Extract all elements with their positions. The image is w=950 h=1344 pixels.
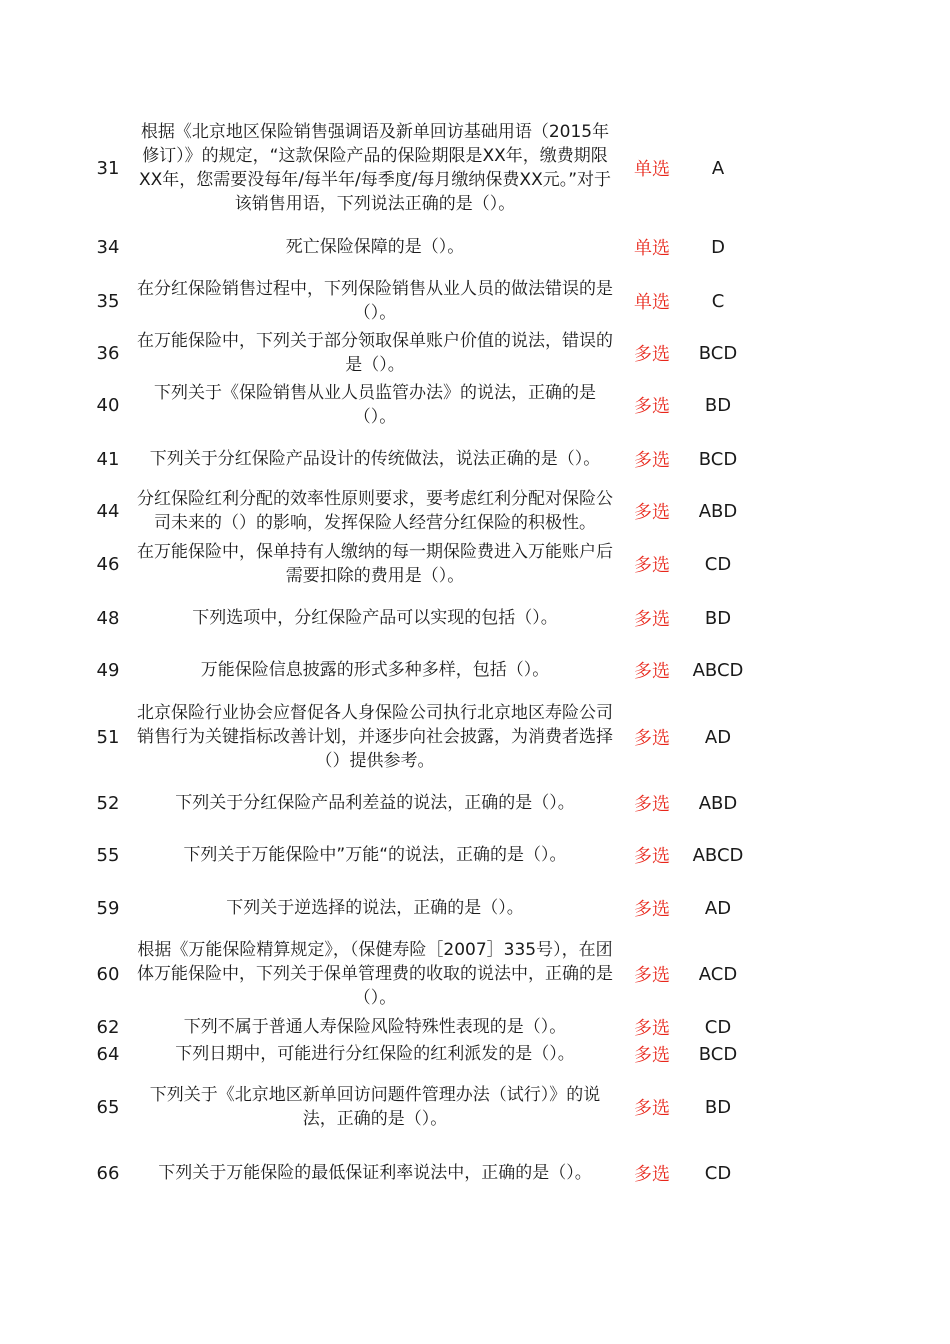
question-text: 下列日期中，可能进行分红保险的红利派发的是（）。 bbox=[175, 1044, 575, 1064]
answer: ACD bbox=[698, 963, 738, 985]
question-type: 多选 bbox=[634, 1018, 670, 1039]
question-number: 65 bbox=[96, 1096, 120, 1118]
table-row bbox=[0, 118, 950, 218]
answer: ABCD bbox=[692, 659, 744, 681]
table-row bbox=[0, 699, 950, 775]
answer: C bbox=[711, 290, 725, 312]
question-text: 在万能保险中，保单持有人缴纳的每一期保险费进入万能账户后需要扣除的费用是（）。 bbox=[137, 542, 613, 586]
question-text: 在万能保险中，下列关于部分领取保单账户价值的说法，错误的是（）。 bbox=[137, 331, 613, 375]
question-type: 多选 bbox=[634, 555, 670, 576]
table-row bbox=[0, 232, 950, 262]
question-text: 下列关于万能保险中”万能“的说法，正确的是（）。 bbox=[183, 845, 567, 865]
question-text: 下列关于《北京地区新单回访问题件管理办法（试行）》的说法，正确的是（）。 bbox=[149, 1085, 601, 1129]
question-text: 根据《万能保险精算规定》，（保健寿险［2007］335号），在团体万能保险中，下列关于保单管理费的收取的说法中，正确的是（）。 bbox=[137, 940, 613, 1008]
answer: BCD bbox=[698, 448, 738, 470]
table-row bbox=[0, 936, 950, 1012]
answer: A bbox=[711, 157, 725, 179]
question-type: 多选 bbox=[634, 728, 670, 749]
question-number: 49 bbox=[96, 659, 120, 681]
answer: ABCD bbox=[692, 844, 744, 866]
table-row bbox=[0, 328, 950, 378]
question-type: 单选 bbox=[634, 292, 670, 313]
question-number: 51 bbox=[96, 726, 120, 748]
question-number: 44 bbox=[96, 500, 120, 522]
table-row bbox=[0, 380, 950, 430]
table-row bbox=[0, 603, 950, 633]
answer: CD bbox=[704, 553, 732, 575]
answer: ABD bbox=[698, 792, 738, 814]
question-type: 多选 bbox=[634, 609, 670, 630]
table-row bbox=[0, 486, 950, 536]
question-type: 多选 bbox=[634, 1045, 670, 1066]
question-type: 多选 bbox=[634, 1164, 670, 1185]
question-number: 64 bbox=[96, 1043, 120, 1065]
question-text: 在分红保险销售过程中，下列保险销售从业人员的做法错误的是（）。 bbox=[137, 279, 613, 323]
question-number: 34 bbox=[96, 236, 120, 258]
question-type: 多选 bbox=[634, 846, 670, 867]
question-number: 46 bbox=[96, 553, 120, 575]
table-row bbox=[0, 1158, 950, 1188]
question-type: 多选 bbox=[634, 396, 670, 417]
question-text: 下列关于《保险销售从业人员监管办法》的说法，正确的是（）。 bbox=[154, 383, 596, 427]
question-number: 59 bbox=[96, 897, 120, 919]
answer: BD bbox=[704, 1096, 732, 1118]
question-number: 40 bbox=[96, 394, 120, 416]
question-text: 下列选项中，分红保险产品可以实现的包括（）。 bbox=[192, 608, 558, 628]
question-type: 多选 bbox=[634, 502, 670, 523]
question-type: 多选 bbox=[634, 899, 670, 920]
question-number: 35 bbox=[96, 290, 120, 312]
table-row bbox=[0, 539, 950, 589]
question-text: 下列关于分红保险产品设计的传统做法，说法正确的是（）。 bbox=[149, 449, 601, 469]
answer: D bbox=[711, 236, 725, 258]
table-row bbox=[0, 1014, 950, 1040]
table-row bbox=[0, 840, 950, 870]
table-row bbox=[0, 655, 950, 685]
answer: BCD bbox=[698, 342, 738, 364]
question-type: 单选 bbox=[634, 159, 670, 180]
question-type: 多选 bbox=[634, 1098, 670, 1119]
question-type: 多选 bbox=[634, 965, 670, 986]
question-number: 31 bbox=[96, 157, 120, 179]
question-number: 52 bbox=[96, 792, 120, 814]
question-number: 41 bbox=[96, 448, 120, 470]
answer: AD bbox=[704, 897, 732, 919]
question-text: 下列不属于普通人寿保险风险特殊性表现的是（）。 bbox=[183, 1017, 567, 1037]
table-row bbox=[0, 788, 950, 818]
table-row bbox=[0, 1082, 950, 1132]
table-row bbox=[0, 1041, 950, 1067]
question-type: 多选 bbox=[634, 344, 670, 365]
question-text: 根据《北京地区保险销售强调语及新单回访基础用语（2015年修订）》的规定，“这款保险产品的保险期限是XX年，缴费期限XX年，您需要没每年/每半年/每季度/每月缴纳保费XX元。”对于该销售用语，下列说法正确的是（）。 bbox=[138, 122, 612, 214]
answer: AD bbox=[704, 726, 732, 748]
question-text: 分红保险红利分配的效率性原则要求，要考虑红利分配对保险公司未来的（）的影响，发挥保险人经营分红保险的积极性。 bbox=[137, 489, 613, 533]
question-type: 多选 bbox=[634, 450, 670, 471]
answer: ABD bbox=[698, 500, 738, 522]
table-row bbox=[0, 444, 950, 474]
question-type: 多选 bbox=[634, 794, 670, 815]
question-number: 60 bbox=[96, 963, 120, 985]
question-number: 62 bbox=[96, 1016, 120, 1038]
answer: BCD bbox=[698, 1043, 738, 1065]
question-text: 下列关于万能保险的最低保证利率说法中，正确的是（）。 bbox=[158, 1163, 592, 1183]
question-type: 多选 bbox=[634, 661, 670, 682]
table-row bbox=[0, 893, 950, 923]
question-number: 36 bbox=[96, 342, 120, 364]
question-number: 55 bbox=[96, 844, 120, 866]
table-row bbox=[0, 276, 950, 326]
question-number: 66 bbox=[96, 1162, 120, 1184]
question-text: 下列关于逆选择的说法，正确的是（）。 bbox=[226, 898, 524, 918]
question-number: 48 bbox=[96, 607, 120, 629]
answer: BD bbox=[704, 607, 732, 629]
question-text: 死亡保险保障的是（）。 bbox=[285, 237, 465, 257]
answer: CD bbox=[704, 1162, 732, 1184]
question-text: 北京保险行业协会应督促各人身保险公司执行北京地区寿险公司销售行为关键指标改善计划，并逐步向社会披露，为消费者选择（）提供参考。 bbox=[137, 703, 613, 771]
question-type: 单选 bbox=[634, 238, 670, 259]
answer: BD bbox=[704, 394, 732, 416]
question-text: 下列关于分红保险产品利差益的说法，正确的是（）。 bbox=[175, 793, 575, 813]
question-text: 万能保险信息披露的形式多种多样，包括（）。 bbox=[200, 660, 550, 680]
answer: CD bbox=[704, 1016, 732, 1038]
